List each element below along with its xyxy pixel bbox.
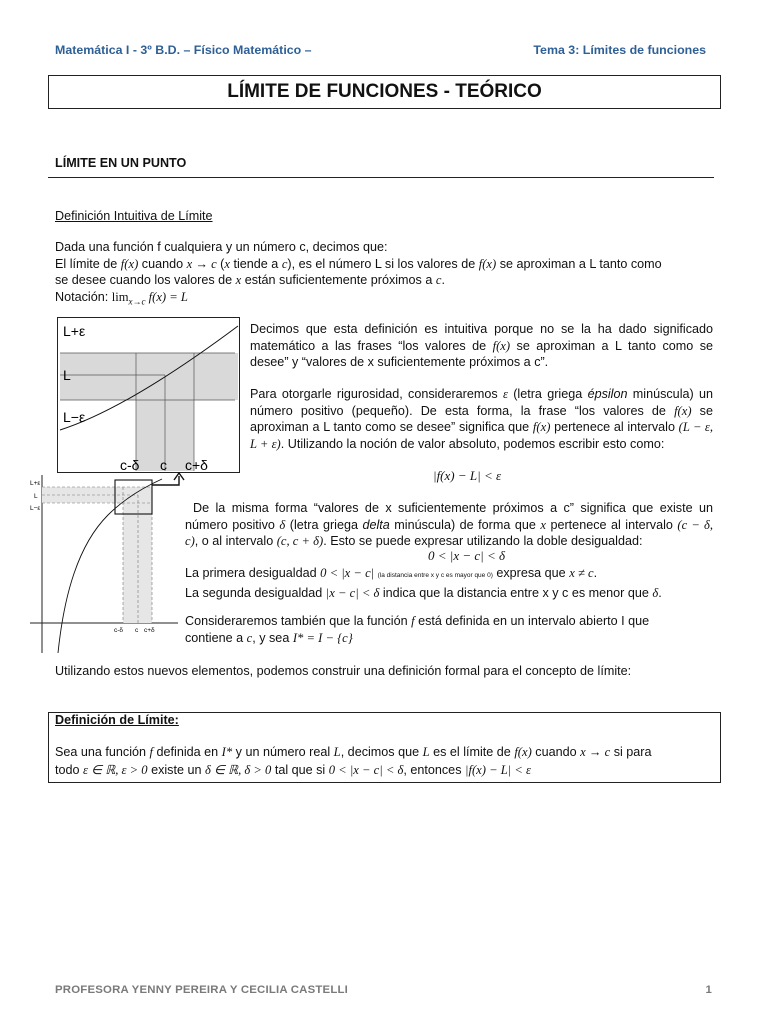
- title-box: [48, 75, 721, 109]
- label-l-minus-eps: L−ε: [63, 409, 86, 425]
- small-label-l-minus-eps: L−ε: [30, 505, 41, 512]
- limit-graph-bottom: [30, 475, 180, 655]
- header-left: Matemática I - 3º B.D. – Físico Matemático –: [55, 43, 312, 57]
- label-c: c: [160, 457, 167, 473]
- page-number: 1: [705, 984, 712, 996]
- intuitive-text: [55, 239, 715, 310]
- paragraph-transition: Utilizando estos nuevos elementos, podemos construir una definición formal para el concepto de límite:: [55, 664, 632, 678]
- intuitive-line-1: Dada una función f cualquiera y un número c, decimos que:: [55, 240, 388, 254]
- small-label-l: L: [34, 493, 38, 500]
- paragraph-inequalities: [185, 565, 715, 601]
- label-l-plus-eps: L+ε: [63, 323, 86, 339]
- small-label-c-plus-delta: c+δ: [144, 627, 155, 634]
- definition-text: Sea una función f definida en I* y un número real L, decimos que L es el límite de f(x) cuando x → c si para todo ε ∈ ℝ, ε > 0 existe un δ ∈ ℝ, δ > 0 tal que si 0 < |x − c| < δ, entonces |f(x) − L| < ε: [55, 745, 652, 777]
- page-title: LÍMITE DE FUNCIONES - TEÓRICO: [227, 81, 542, 102]
- label-c-plus-delta: c+δ: [185, 457, 208, 473]
- first-inequality-line: La primera desigualdad 0 < |x − c| (la distancia entre x y c es mayor que 0) expresa que x ≠ c.: [185, 566, 598, 580]
- definition-box: [48, 712, 721, 783]
- label-l: L: [63, 367, 71, 383]
- paragraph-interval: Consideraremos también que la función f está definida en un intervalo abierto I que contiene a c, y sea I* = I − {c}: [185, 614, 650, 645]
- delta-band-small: [123, 487, 152, 623]
- formula-delta: 0 < |x − c| < δ: [428, 548, 506, 563]
- small-label-c: c: [135, 627, 139, 634]
- paragraph-epsilon: Para otorgarle rigurosidad, consideraremos ε (letra griega épsilon minúscula) un número positivo (pequeño). De esta forma, la frase “los valores de f(x) se aproximan a L tanto como se desee” significa que f(x) pertenece al intervalo (L − ε, L + ε). Utilizando la noción de valor absoluto, podemos escribir esto como:: [250, 387, 714, 451]
- header-right: Tema 3: Límites de funciones: [533, 43, 706, 57]
- paragraph-delta: De la misma forma “valores de x suficientemente próximos a c” significa que existe un número positivo δ (letra griega delta minúscula) de forma que x pertenece al intervalo (c − δ, c), o al intervalo (c, c + δ). Esto se puede expresar utilizando la doble desigualdad:: [185, 501, 713, 548]
- intuitive-line-3: se desee cuando los valores de x están suficientemente próximos a c.: [55, 273, 445, 287]
- notation-line: Notación: $\lim_{x\to c} f(x) = L$: [55, 289, 188, 307]
- second-inequality-line: La segunda desigualdad |x − c| < δ indica que la distancia entre x y c es menor que δ.: [185, 585, 662, 600]
- paragraph-intuitive-reason: Decimos que esta definición es intuitiva porque no se la ha dado significado matemático a las frases “los valores de f(x) se aproximan a L tanto como se desee” y “valores de x suficientemente próximos a c”.: [250, 322, 713, 369]
- intuitive-heading: Definición Intuitiva de Límite: [55, 209, 213, 223]
- small-label-l-plus-eps: L+ε: [30, 480, 41, 487]
- footer-authors: PROFESORA YENNY PEREIRA Y CECILIA CASTELLI: [55, 984, 349, 996]
- section-rule: [48, 177, 714, 178]
- formula-epsilon: |f(x) − L| < ε: [433, 468, 502, 483]
- section-heading: LÍMITE EN UN PUNTO: [55, 156, 187, 170]
- small-label-c-minus-delta: c-δ: [114, 627, 124, 634]
- label-c-minus-delta: c-δ: [120, 457, 140, 473]
- limit-graph-top: [57, 317, 240, 473]
- definition-heading: Definición de Límite:: [55, 713, 179, 727]
- intuitive-line-2: El límite de f(x) cuando x → c (x tiende a c), es el número L si los valores de f(x) se aproximan a L tanto como: [55, 256, 662, 271]
